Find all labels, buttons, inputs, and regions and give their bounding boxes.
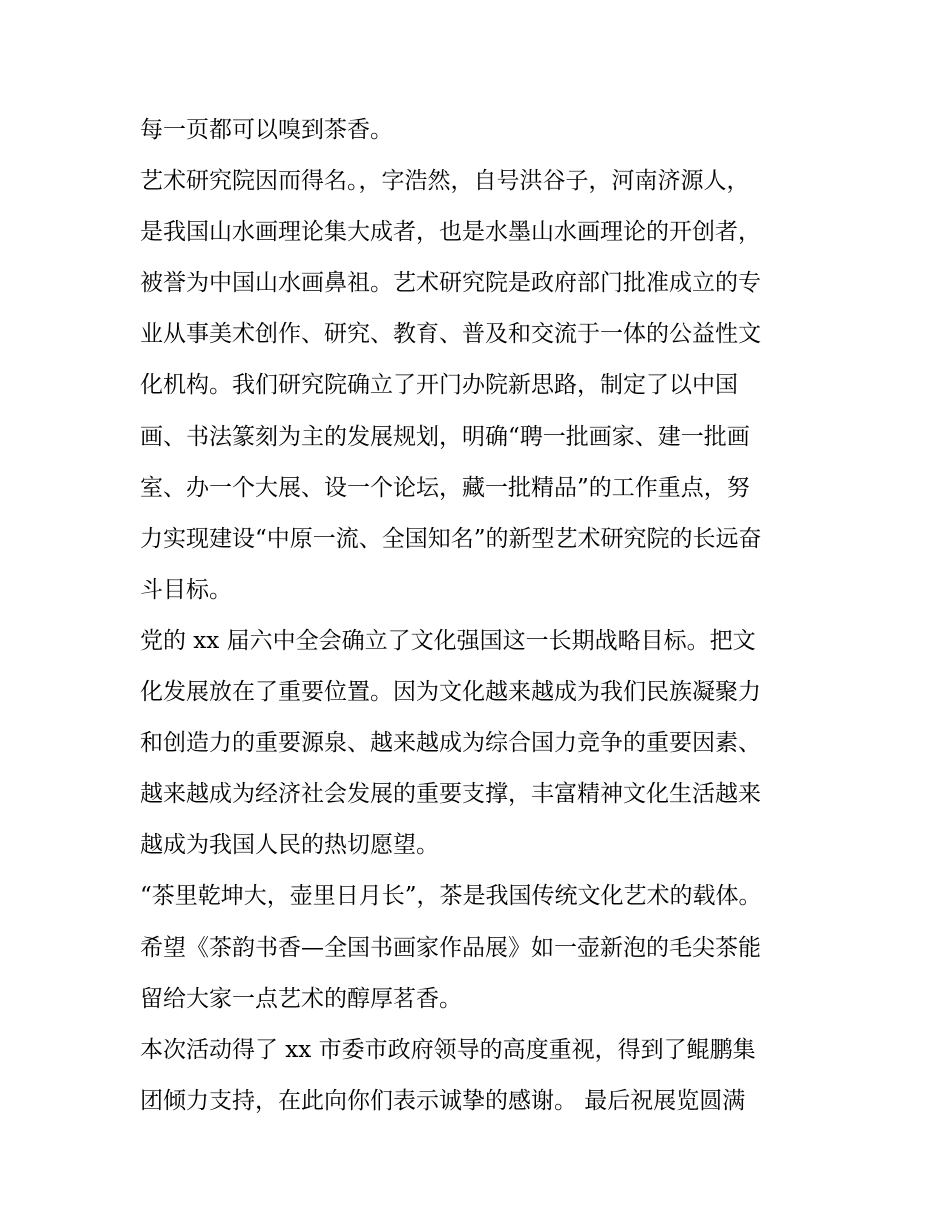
text-line: 室、办一个大展、设一个论坛，藏一批精品”的工作重点，努 — [140, 474, 750, 501]
text-line: “茶里乾坤大，壶里日月长”，茶是我国传统文化艺术的载体。 — [140, 883, 762, 910]
text-line: 本次活动得了 xx 市委市政府领导的高度重视，得到了鲲鹏集 — [140, 1036, 756, 1063]
text-line: 团倾力支持，在此向你们表示诚挚的感谢。 最后祝展览圆满 — [140, 1087, 746, 1114]
text-line: 艺术研究院因而得名。，字浩然，自号洪谷子，河南济源人， — [140, 168, 750, 195]
text-line: 斗目标。 — [140, 576, 232, 603]
text-line: 希望《茶韵书香—全国书画家作品展》如一壶新泡的毛尖茶能 — [140, 934, 761, 961]
text-line: 越来越成为经济社会发展的重要支撑，丰富精神文化生活越来 — [140, 781, 761, 808]
text-line: 画、书法篆刻为主的发展规划，明确“聘一批画家、建一批画 — [140, 423, 750, 450]
text-line: 和创造力的重要源泉、越来越成为综合国力竞争的重要因素、 — [140, 730, 761, 757]
text-line: 业从事美术创作、研究、教育、普及和交流于一体的公益性文 — [140, 321, 761, 348]
text-line: 越成为我国人民的热切愿望。 — [140, 832, 439, 859]
text-line: 是我国山水画理论集大成者，也是水墨山水画理论的开创者， — [140, 219, 761, 246]
text-line: 党的 xx 届六中全会确立了文化强国这一长期战略目标。把文 — [140, 627, 756, 654]
document-body — [140, 105, 820, 1127]
text-line: 留给大家一点艺术的醇厚茗香。 — [140, 985, 462, 1012]
text-line: 化发展放在了重要位置。因为文化越来越成为我们民族凝聚力 — [140, 679, 761, 706]
text-line: 力实现建设“中原一流、全国知名”的新型艺术研究院的长远奋 — [140, 525, 762, 552]
text-line: 被誉为中国山水画鼻祖。艺术研究院是政府部门批准成立的专 — [140, 270, 761, 297]
text-line: 化机构。我们研究院确立了开门办院新思路，制定了以中国 — [140, 372, 738, 399]
text-line: 每一页都可以嗅到茶香。 — [140, 117, 393, 143]
